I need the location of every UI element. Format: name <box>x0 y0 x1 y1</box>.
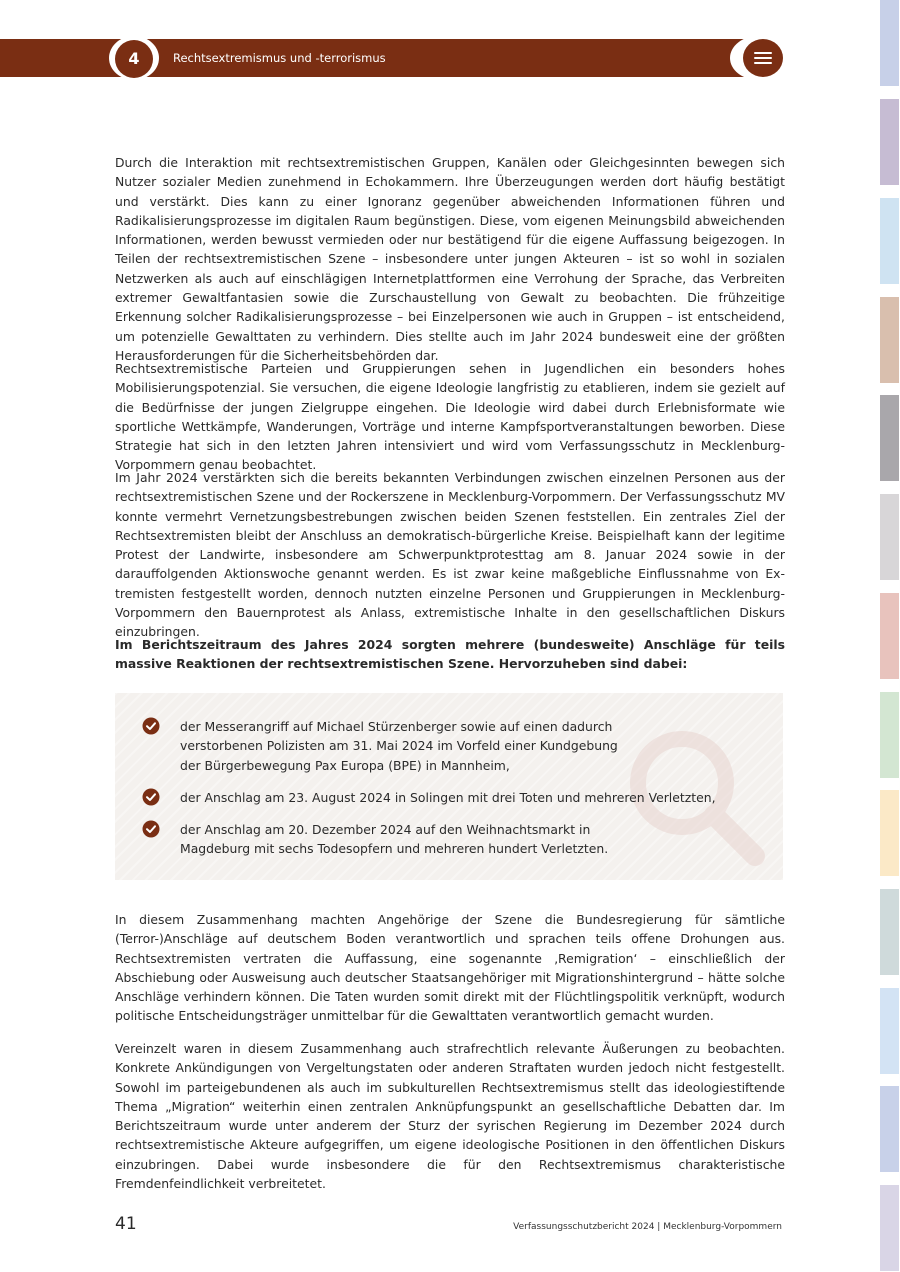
chapter-tab-6[interactable] <box>880 494 899 580</box>
hamburger-icon-line <box>754 57 772 59</box>
paragraph-2: Rechtsextremistische Parteien und Gruppierungen sehen in Jugendlichen ein besonders hohes Mobilisierungspotenzial. Sie versuchen, die eigene Ideologie langfristig zu etablieren, indem sie gezielt auf die Bedürfnisse der jungen Zielgruppe eingehen. Die Ideologie wird dabei durch Erlebnisformate wie sportliche Wettkämpfe, Wanderungen, Vorträge und interne Kampfsportveranstaltungen beworben. Diese Strategie hat sich in den letzten Jahren intensiviert und wird vom Verfassungsschutz in Mecklenburg-Vorpommern genau beobachtet. <box>115 361 785 473</box>
chapter-number-badge: 4 <box>115 40 153 78</box>
menu-button[interactable] <box>743 39 783 77</box>
chapter-tab-1[interactable] <box>880 0 899 86</box>
paragraph-4-bold: Im Berichtszeitraum des Jahres 2024 sorgten mehrere (bundesweite) Anschläge für teils massive Reaktionen der rechtsextremistischen Szene. Hervorzuheben sind dabei: <box>115 637 785 672</box>
check-circle-icon <box>142 820 160 838</box>
list-item: der Anschlag am 20. Dezember 2024 auf den Weihnachtsmarkt in Magdeburg mit sechs Todesopfern und mehreren hundert Verletzten. <box>180 822 609 857</box>
chapter-tabs <box>880 0 900 1272</box>
chapter-tab-2[interactable] <box>880 99 899 185</box>
check-circle-icon <box>142 717 160 735</box>
chapter-tab-9[interactable] <box>880 790 899 876</box>
chapter-tab-3[interactable] <box>880 198 899 284</box>
chapter-title: Rechtsextremismus und -terrorismus <box>173 51 386 65</box>
list-item: der Anschlag am 23. August 2024 in Solingen mit drei Toten und mehreren Verletzten, <box>180 790 716 805</box>
hamburger-icon-line <box>754 52 772 54</box>
hamburger-icon-line <box>754 62 772 64</box>
paragraph-6: Vereinzelt waren in diesem Zusammenhang auch strafrechtlich relevante Äußerungen zu beobachten. Konkrete Ankündigungen von Vergeltungstaten oder anderen Straftaten wurden jedoch nicht festgestellt. Sowohl im parteigebundenen als auch im subkulturellen Rechtsextremismus stellt das ideologiestiftende Thema „Migration“ weiterhin einen zentralen Anknüpfungspunkt an gesellschaftliche Debatten dar. Im Berichtszeitraum wurde unter anderem der Sturz der syrischen Regierung im Dezember 2024 durch rechtsextremistische Akteure aufgegriffen, um eigene ideologische Positionen in den öffentlichen Diskurs einzubringen. Dabei wurde insbesondere die für den Rechtsextremismus charakteristische Fremdenfeindlichkeit verbreitetet. <box>115 1041 785 1192</box>
list-item: der Messerangriff auf Michael Stürzenberger sowie auf einen dadurch verstorbenen Polizisten am 31. Mai 2024 im Vorfeld einer Kundgebung der Bürgerbewegung Pax Europa (BPE) in Mannheim, <box>180 719 618 773</box>
paragraph-1: Durch die Interaktion mit rechtsextremistischen Gruppen, Kanälen oder Gleichgesinnten bewegen sich Nutzer sozialer Medien zunehmend in Echokammern. Ihre Überzeugungen werden dort häufig bestätigt und verstärkt. Dies kann zu einer Ignoranz gegenüber abweichenden Informationen führen und Radikalisierungsprozesse im digitalen Raum begünstigen. Diese, vom eigenen Meinungsbild abweichenden Informationen, werden bewusst vermieden oder nur bestätigend für die eigene Auffassung beigezogen. In Teilen der rechtsextremistischen Szene – insbesondere unter jungen Akteuren – ist so wohl in sozialen Netzwerken als auch auf einschlägigen Internetplattformen eine Verrohung der Sprache, das Verbreiten extremer Gewaltfantasien sowie die Zurschaustellung von Gewalt zu beobachten. Die frühzeitige Erkennung solcher Radikalisierungsprozesse – bei Einzelpersonen wie auch in Gruppen – ist entscheidend, um potenzielle Gewalttaten zu verhindern. Dies stellte auch im Jahr 2024 bundesweit eine der größten Herausforderungen für die Sicherheitsbehörden dar. <box>115 155 785 363</box>
footer-publication: Verfassungsschutzbericht 2024 | Mecklenburg-Vorpommern <box>513 1222 782 1232</box>
chapter-tab-13[interactable] <box>880 1185 899 1271</box>
chapter-tab-11[interactable] <box>880 988 899 1074</box>
check-circle-icon <box>142 788 160 806</box>
chapter-tab-12[interactable] <box>880 1086 899 1172</box>
chapter-tab-5[interactable] <box>880 395 899 481</box>
page-number: 41 <box>115 1214 137 1234</box>
chapter-tab-7[interactable] <box>880 593 899 679</box>
chapter-tab-8[interactable] <box>880 692 899 778</box>
paragraph-3: Im Jahr 2024 verstärkten sich die bereits bekannten Verbindungen zwischen einzelnen Personen aus der rechtsextremistischen Szene und der Rockerszene in Mecklenburg-Vorpommern. Der Verfassungsschutz MV konnte vermehrt Vernetzungsbestrebungen zwischen beiden Szenen feststellen. Ein zentrales Ziel der Rechtsextremisten bleibt der Anschluss an demokratisch-bürgerliche Kreise. Beispielhaft kann der legitime Protest der Landwirte, insbesondere am Schwerpunktprotesttag am 8. Januar 2024 sowie in der darauffolgenden Aktionswoche genannt werden. Es ist zwar keine maßgebliche Einflussnahme von Extremisten festgestellt worden, dennoch nutzten einzelne Personen und Gruppierungen in Mecklenburg-Vorpommern den Bauernprotest als Anlass, extremistische Inhalte in den gesellschaftlichen Diskurs einzubringen. <box>115 470 785 640</box>
chapter-tab-4[interactable] <box>880 297 899 383</box>
paragraph-5: In diesem Zusammenhang machten Angehörige der Szene die Bundesregierung für sämtliche (Terror-)Anschläge auf deutschem Boden verantwortlich und sprachen teils offene Drohungen aus. Rechtsextremisten vertraten die Auffassung, eine sogenannte ‚Remigration‘ – einschließlich der Abschiebung oder Ausweisung auch deutscher Staatsangehöriger mit Migrationshintergrund – hätte solche Anschläge verhindern können. Die Taten wurden somit direkt mit der Flüchtlingspolitik verknüpft, wodurch politische Entscheidungsträger unmittelbar für die Gewalttaten verantwortlich gemacht wurden. <box>115 912 785 1024</box>
chapter-tab-10[interactable] <box>880 889 899 975</box>
attacks-info-box <box>115 693 783 880</box>
